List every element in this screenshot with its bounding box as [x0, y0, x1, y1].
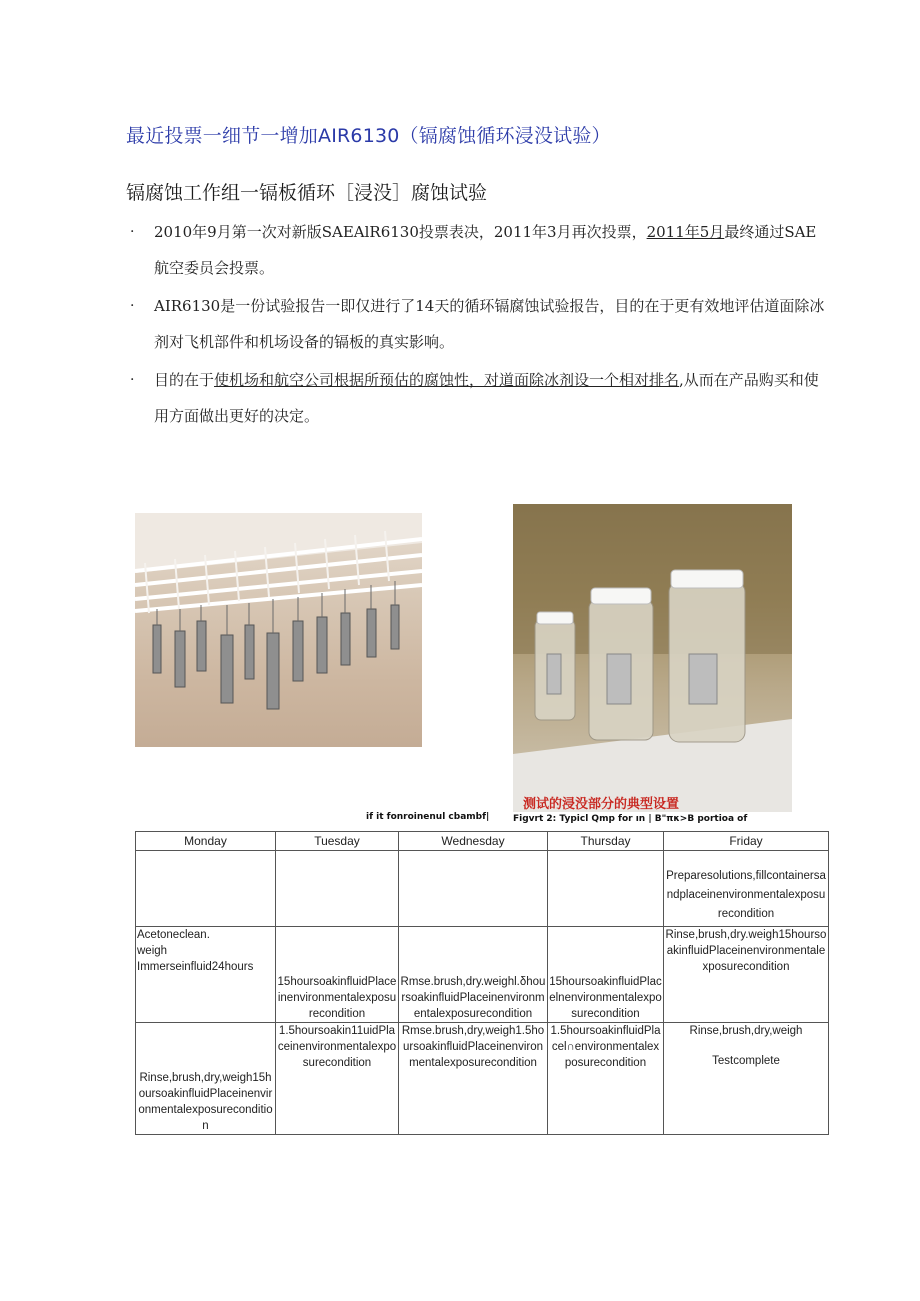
table-cell — [664, 1023, 829, 1135]
list-item — [126, 288, 831, 360]
table-cell: Rinse,brush,dry,weigh15hoursoakinfluidPlaceinenvironmentalexposurecondition — [136, 1023, 276, 1135]
cell-line: weigh — [137, 945, 168, 957]
cell-line: Rinse,brush,dry,weigh — [689, 1025, 803, 1037]
table-cell: 15hoursoakinfluidPlaceinenvironmentalexposurecondition — [276, 927, 399, 1023]
table-cell: 15hoursoakinfluidPlacelnenvironmentalexposurecondition — [548, 927, 664, 1023]
test-schedule-table — [135, 831, 829, 1135]
underlined-text: 2011年5月 — [646, 223, 725, 241]
photo-overlay-label: 测试的浸没部分的典型设置 — [523, 797, 680, 812]
table-cell — [136, 851, 276, 927]
bullet-list — [126, 214, 831, 436]
cell-line: Acetoneclean. — [137, 929, 210, 941]
list-item — [126, 362, 831, 434]
figure-caption-right: Figvrt 2: Typicl Qmp for ın | B"πκ>B portioa of — [513, 814, 748, 824]
table-cell — [276, 851, 399, 927]
cell-line: Immerseinfluid24hours — [137, 961, 254, 973]
column-header-thursday: Thursday — [548, 832, 664, 851]
table-row — [136, 927, 829, 1023]
rack-photo — [135, 513, 422, 747]
bullet-icon: · — [130, 372, 135, 388]
column-header-tuesday: Tuesday — [276, 832, 399, 851]
table-header-row — [136, 832, 829, 851]
page-title: 最近投票一细节一增加AIR6130（镉腐蚀循环浸没试验） — [126, 125, 611, 147]
bullet-text-tail: 最终通过SAE航空委员会投票。 — [154, 223, 817, 277]
table-row — [136, 851, 829, 927]
table-cell — [136, 927, 276, 1023]
column-header-friday: Friday — [664, 832, 829, 851]
bullet-icon: · — [130, 298, 135, 314]
figure-caption-left: if it fonroinenul cbambf| — [366, 812, 490, 822]
column-header-monday: Monday — [136, 832, 276, 851]
table-cell — [548, 851, 664, 927]
jar-photo — [513, 504, 792, 812]
bullet-text: AIR6130是一份试验报告一即仅进行了14天的循环镉腐蚀试验报告，目的在于更有效地评估道面除冰剂对飞机部件和机场设备的镉板的真实影响。 — [154, 297, 825, 351]
bullet-text: 目的在于 — [154, 371, 215, 389]
table-cell: Preparesolutions,fillcontainersandplaceinenvironmentalexposurecondition — [664, 851, 829, 927]
table-cell: Rmse.brush,dry,weigh1.5hoursoakinfluidPlaceinenvironmentalexposurecondition — [399, 1023, 548, 1135]
cell-line: Testcomplete — [712, 1055, 780, 1067]
table-cell — [399, 851, 548, 927]
table-cell: 1.5hoursoakin11uidPlaceinenvironmentalexposurecondition — [276, 1023, 399, 1135]
column-header-wednesday: Wednesday — [399, 832, 548, 851]
table-cell: Rmse.brush,dry.weighl.δhoursoakinfluidPlaceinenvironmentalexposurecondition — [399, 927, 548, 1023]
bullet-icon: · — [130, 224, 135, 240]
table-cell: 1.5hoursoakinfluidPlacel∩environmentalexposurecondition — [548, 1023, 664, 1135]
bullet-text: 2010年9月第一次对新版SAEAlR6130投票表决，2011年3月再次投票， — [154, 223, 647, 241]
jar-illustration — [513, 504, 792, 812]
section-heading: 镉腐蚀工作组一镉板循环［浸没］腐蚀试验 — [126, 182, 488, 204]
table-row — [136, 1023, 829, 1135]
rack-illustration — [135, 513, 422, 747]
list-item — [126, 214, 831, 286]
table-cell: Rinse,brush,dry.weigh15hoursoakinfluidPlaceinenvironmentalexposurecondition — [664, 927, 829, 1023]
bullet-text-tail: ,从而在产品购买和使用方面做出更好的决定。 — [154, 371, 819, 425]
underlined-text: 使机场和航空公司根据所预估的腐蚀性，对道面除冰剂设一个相对排名 — [214, 371, 680, 389]
